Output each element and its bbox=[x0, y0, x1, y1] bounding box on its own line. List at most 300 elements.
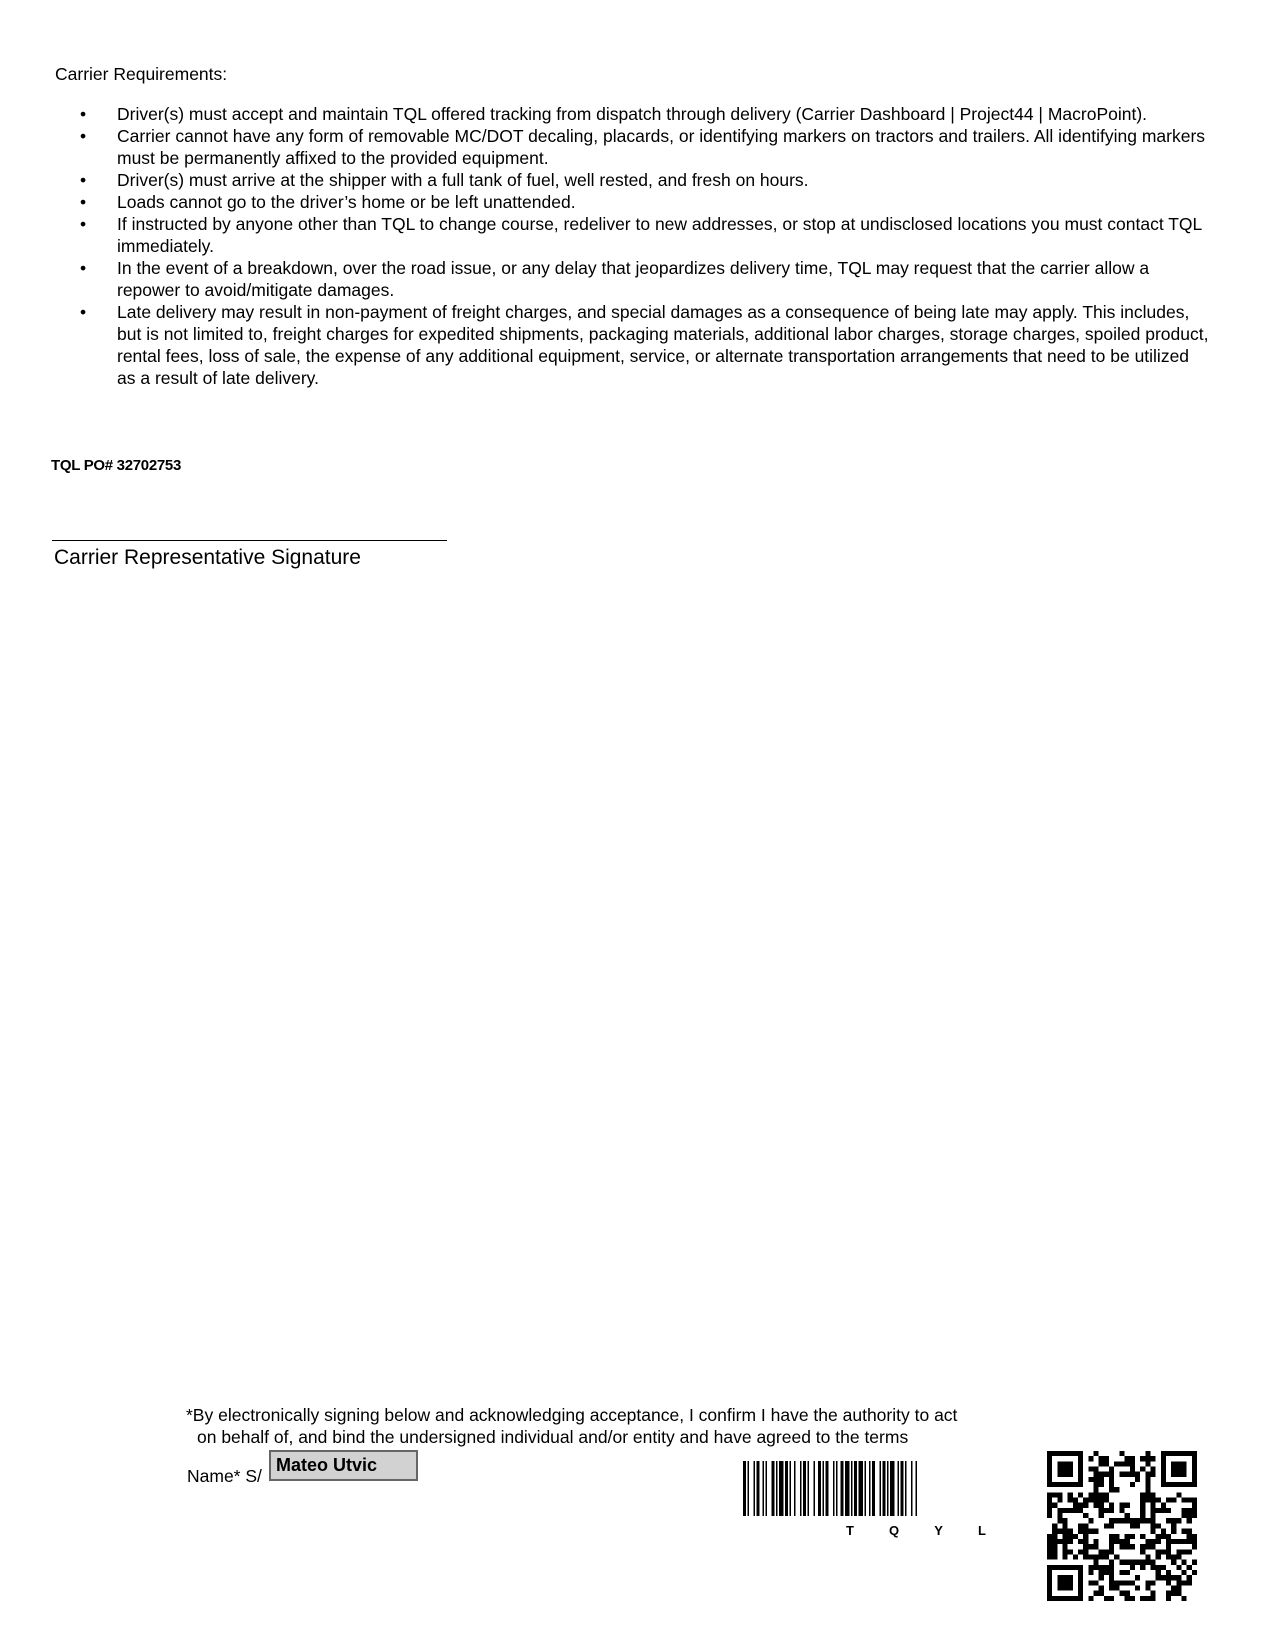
signature-line[interactable] bbox=[52, 540, 447, 541]
qr-module bbox=[1104, 1498, 1109, 1503]
qr-module bbox=[1094, 1467, 1099, 1472]
qr-module bbox=[1135, 1523, 1140, 1528]
qr-module bbox=[1109, 1560, 1114, 1565]
qr-module bbox=[1171, 1482, 1176, 1487]
qr-module bbox=[1187, 1513, 1192, 1518]
requirement-item bbox=[80, 213, 1210, 257]
qr-module bbox=[1192, 1513, 1197, 1518]
qr-module bbox=[1047, 1456, 1052, 1461]
qr-module bbox=[1088, 1456, 1093, 1461]
requirement-text: Carrier cannot have any form of removable MC/DOT decaling, placards, or identifying markers on tractors and trailers. All identifying markers must be permanently affixed to the provided equipment. bbox=[117, 126, 1206, 168]
qr-module bbox=[1181, 1467, 1186, 1472]
qr-module bbox=[1192, 1503, 1197, 1508]
requirement-item bbox=[80, 169, 1210, 191]
barcode-bar bbox=[814, 1461, 816, 1516]
qr-module bbox=[1063, 1523, 1068, 1528]
qr-module bbox=[1099, 1575, 1104, 1580]
qr-module bbox=[1052, 1544, 1057, 1549]
barcode-bar bbox=[880, 1461, 882, 1516]
qr-module bbox=[1192, 1472, 1197, 1477]
requirement-item bbox=[80, 191, 1210, 213]
qr-module bbox=[1109, 1472, 1114, 1477]
barcode-bar bbox=[836, 1461, 838, 1516]
barcode-bar bbox=[887, 1461, 889, 1516]
qr-module bbox=[1119, 1591, 1124, 1596]
qr-module bbox=[1192, 1560, 1197, 1565]
qr-module bbox=[1181, 1529, 1186, 1534]
barcode-char: T bbox=[846, 1523, 854, 1538]
requirement-item bbox=[80, 125, 1210, 169]
qr-module bbox=[1047, 1591, 1052, 1596]
qr-module bbox=[1176, 1482, 1181, 1487]
qr-module bbox=[1109, 1596, 1114, 1601]
qr-module bbox=[1161, 1575, 1166, 1580]
qr-module bbox=[1181, 1580, 1186, 1585]
qr-module bbox=[1109, 1487, 1114, 1492]
qr-module bbox=[1109, 1575, 1114, 1580]
qr-module bbox=[1150, 1508, 1155, 1513]
qr-module bbox=[1109, 1580, 1114, 1585]
qr-module bbox=[1125, 1456, 1130, 1461]
qr-module bbox=[1094, 1503, 1099, 1508]
qr-module bbox=[1150, 1456, 1155, 1461]
qr-module bbox=[1145, 1487, 1150, 1492]
barcode-bar bbox=[854, 1461, 857, 1516]
qr-module bbox=[1130, 1580, 1135, 1585]
barcode-bar bbox=[794, 1461, 796, 1516]
qr-module bbox=[1166, 1544, 1171, 1549]
qr-module bbox=[1150, 1472, 1155, 1477]
qr-module bbox=[1145, 1498, 1150, 1503]
qr-module bbox=[1047, 1534, 1052, 1539]
qr-module bbox=[1125, 1518, 1130, 1523]
qr-module bbox=[1057, 1529, 1062, 1534]
qr-module bbox=[1181, 1539, 1186, 1544]
barcode-bar bbox=[743, 1461, 746, 1516]
consent-line: *By electronically signing below and acknowledging acceptance, I confirm I have the authority to act bbox=[186, 1405, 958, 1425]
barcode-bar bbox=[869, 1461, 871, 1516]
qr-module bbox=[1109, 1508, 1114, 1513]
qr-module bbox=[1083, 1498, 1088, 1503]
qr-module bbox=[1161, 1549, 1166, 1554]
qr-module bbox=[1099, 1477, 1104, 1482]
qr-module bbox=[1156, 1575, 1161, 1580]
qr-code-icon bbox=[1047, 1451, 1197, 1601]
qr-module bbox=[1063, 1508, 1068, 1513]
qr-module bbox=[1135, 1518, 1140, 1523]
qr-module bbox=[1192, 1508, 1197, 1513]
qr-module bbox=[1130, 1523, 1135, 1528]
qr-module bbox=[1088, 1580, 1093, 1585]
bullet-icon: • bbox=[80, 126, 87, 146]
qr-module bbox=[1114, 1487, 1119, 1492]
qr-module bbox=[1156, 1508, 1161, 1513]
qr-module bbox=[1166, 1570, 1171, 1575]
qr-module bbox=[1171, 1518, 1176, 1523]
barcode-bar bbox=[790, 1461, 792, 1516]
qr-module bbox=[1063, 1467, 1068, 1472]
qr-module bbox=[1181, 1596, 1186, 1601]
qr-module bbox=[1047, 1472, 1052, 1477]
qr-module bbox=[1094, 1487, 1099, 1492]
qr-module bbox=[1166, 1549, 1171, 1554]
qr-module bbox=[1094, 1498, 1099, 1503]
qr-module bbox=[1057, 1492, 1062, 1497]
qr-module bbox=[1094, 1591, 1099, 1596]
qr-module bbox=[1166, 1482, 1171, 1487]
qr-module bbox=[1135, 1477, 1140, 1482]
qr-module bbox=[1150, 1596, 1155, 1601]
qr-module bbox=[1140, 1560, 1145, 1565]
barcode-bar bbox=[763, 1461, 765, 1516]
qr-module bbox=[1181, 1513, 1186, 1518]
qr-module bbox=[1192, 1498, 1197, 1503]
qr-module bbox=[1187, 1451, 1192, 1456]
qr-module bbox=[1083, 1529, 1088, 1534]
qr-module bbox=[1068, 1534, 1073, 1539]
qr-module bbox=[1181, 1560, 1186, 1565]
qr-module bbox=[1068, 1472, 1073, 1477]
qr-module bbox=[1114, 1534, 1119, 1539]
qr-module bbox=[1078, 1570, 1083, 1575]
qr-module bbox=[1171, 1554, 1176, 1559]
barcode-bar bbox=[898, 1461, 900, 1516]
qr-module bbox=[1047, 1492, 1052, 1497]
qr-module bbox=[1068, 1596, 1073, 1601]
qr-module bbox=[1181, 1451, 1186, 1456]
barcode-char: L bbox=[978, 1523, 986, 1538]
qr-module bbox=[1161, 1461, 1166, 1466]
qr-module bbox=[1166, 1518, 1171, 1523]
requirement-text: Loads cannot go to the driver’s home or be left unattended. bbox=[117, 192, 576, 212]
qr-module bbox=[1088, 1565, 1093, 1570]
qr-module bbox=[1176, 1565, 1181, 1570]
bullet-icon: • bbox=[80, 170, 87, 190]
qr-module bbox=[1130, 1560, 1135, 1565]
qr-module bbox=[1145, 1539, 1150, 1544]
qr-module bbox=[1150, 1529, 1155, 1534]
qr-module bbox=[1166, 1591, 1171, 1596]
qr-module bbox=[1145, 1472, 1150, 1477]
qr-module bbox=[1176, 1554, 1181, 1559]
qr-module bbox=[1130, 1565, 1135, 1570]
qr-module bbox=[1109, 1570, 1114, 1575]
qr-module bbox=[1125, 1534, 1130, 1539]
qr-module bbox=[1047, 1467, 1052, 1472]
qr-module bbox=[1088, 1498, 1093, 1503]
qr-module bbox=[1047, 1549, 1052, 1554]
qr-module bbox=[1145, 1477, 1150, 1482]
qr-module bbox=[1135, 1560, 1140, 1565]
qr-module bbox=[1145, 1492, 1150, 1497]
qr-module bbox=[1094, 1477, 1099, 1482]
qr-module bbox=[1068, 1508, 1073, 1513]
qr-module bbox=[1047, 1585, 1052, 1590]
qr-module bbox=[1063, 1544, 1068, 1549]
qr-module bbox=[1171, 1467, 1176, 1472]
qr-module bbox=[1052, 1503, 1057, 1508]
qr-module bbox=[1161, 1482, 1166, 1487]
qr-module bbox=[1119, 1508, 1124, 1513]
qr-module bbox=[1119, 1544, 1124, 1549]
barcode-bar bbox=[803, 1461, 806, 1516]
qr-module bbox=[1109, 1534, 1114, 1539]
qr-module bbox=[1119, 1451, 1124, 1456]
bullet-icon: • bbox=[80, 214, 87, 234]
barcode-bar bbox=[872, 1461, 875, 1516]
qr-module bbox=[1161, 1472, 1166, 1477]
qr-module bbox=[1130, 1596, 1135, 1601]
qr-module bbox=[1057, 1565, 1062, 1570]
barcode-icon bbox=[743, 1461, 1026, 1523]
qr-module bbox=[1099, 1554, 1104, 1559]
qr-module bbox=[1140, 1596, 1145, 1601]
qr-module bbox=[1130, 1534, 1135, 1539]
qr-module bbox=[1047, 1565, 1052, 1570]
qr-module bbox=[1176, 1585, 1181, 1590]
barcode-bar bbox=[859, 1461, 864, 1516]
qr-module bbox=[1068, 1575, 1073, 1580]
qr-module bbox=[1068, 1492, 1073, 1497]
qr-module bbox=[1088, 1529, 1093, 1534]
qr-module bbox=[1150, 1492, 1155, 1497]
barcode-bar bbox=[826, 1461, 829, 1516]
qr-module bbox=[1109, 1518, 1114, 1523]
qr-module bbox=[1052, 1565, 1057, 1570]
bullet-icon: • bbox=[80, 302, 87, 322]
qr-module bbox=[1192, 1456, 1197, 1461]
qr-module bbox=[1052, 1534, 1057, 1539]
qr-module bbox=[1104, 1492, 1109, 1497]
qr-module bbox=[1052, 1596, 1057, 1601]
qr-module bbox=[1057, 1472, 1062, 1477]
qr-module bbox=[1140, 1456, 1145, 1461]
qr-module bbox=[1150, 1467, 1155, 1472]
qr-module bbox=[1109, 1482, 1114, 1487]
qr-module bbox=[1088, 1554, 1093, 1559]
qr-module bbox=[1063, 1451, 1068, 1456]
qr-module bbox=[1052, 1529, 1057, 1534]
qr-module bbox=[1078, 1467, 1083, 1472]
qr-module bbox=[1135, 1585, 1140, 1590]
qr-module bbox=[1176, 1518, 1181, 1523]
qr-module bbox=[1078, 1482, 1083, 1487]
qr-module bbox=[1114, 1554, 1119, 1559]
qr-module bbox=[1187, 1549, 1192, 1554]
qr-module bbox=[1063, 1518, 1068, 1523]
qr-module bbox=[1057, 1482, 1062, 1487]
qr-module bbox=[1181, 1461, 1186, 1466]
qr-module bbox=[1078, 1539, 1083, 1544]
qr-module bbox=[1052, 1549, 1057, 1554]
qr-module bbox=[1145, 1596, 1150, 1601]
qr-module bbox=[1078, 1477, 1083, 1482]
qr-module bbox=[1109, 1523, 1114, 1528]
qr-module bbox=[1078, 1529, 1083, 1534]
qr-module bbox=[1094, 1580, 1099, 1585]
qr-module bbox=[1166, 1554, 1171, 1559]
qr-module bbox=[1187, 1580, 1192, 1585]
qr-module bbox=[1088, 1477, 1093, 1482]
qr-module bbox=[1088, 1596, 1093, 1601]
barcode-bar bbox=[808, 1461, 810, 1516]
requirement-item bbox=[80, 257, 1210, 301]
barcode-bar bbox=[779, 1461, 784, 1516]
qr-module bbox=[1140, 1565, 1145, 1570]
qr-module bbox=[1068, 1539, 1073, 1544]
qr-module bbox=[1181, 1498, 1186, 1503]
barcode-bar bbox=[883, 1461, 886, 1516]
qr-module bbox=[1068, 1467, 1073, 1472]
qr-module bbox=[1192, 1534, 1197, 1539]
bullet-icon: • bbox=[80, 192, 87, 212]
qr-module bbox=[1150, 1513, 1155, 1518]
qr-module bbox=[1094, 1482, 1099, 1487]
qr-module bbox=[1047, 1503, 1052, 1508]
qr-module bbox=[1083, 1544, 1088, 1549]
qr-module bbox=[1104, 1565, 1109, 1570]
qr-module bbox=[1176, 1461, 1181, 1466]
qr-module bbox=[1181, 1549, 1186, 1554]
qr-module bbox=[1104, 1523, 1109, 1528]
qr-module bbox=[1078, 1523, 1083, 1528]
qr-module bbox=[1125, 1503, 1130, 1508]
qr-module bbox=[1161, 1565, 1166, 1570]
qr-module bbox=[1156, 1539, 1161, 1544]
qr-module bbox=[1068, 1580, 1073, 1585]
barcode-bar bbox=[833, 1461, 835, 1516]
qr-module bbox=[1073, 1534, 1078, 1539]
qr-module bbox=[1109, 1544, 1114, 1549]
qr-module bbox=[1140, 1508, 1145, 1513]
qr-module bbox=[1094, 1529, 1099, 1534]
qr-module bbox=[1181, 1508, 1186, 1513]
name-signature-field[interactable]: Mateo Utvic bbox=[269, 1450, 418, 1481]
qr-module bbox=[1171, 1498, 1176, 1503]
qr-module bbox=[1088, 1570, 1093, 1575]
barcode-bar bbox=[766, 1461, 768, 1516]
qr-module bbox=[1047, 1451, 1052, 1456]
qr-module bbox=[1078, 1508, 1083, 1513]
qr-module bbox=[1073, 1482, 1078, 1487]
qr-module bbox=[1125, 1596, 1130, 1601]
qr-module bbox=[1073, 1554, 1078, 1559]
qr-module bbox=[1109, 1467, 1114, 1472]
qr-module bbox=[1073, 1451, 1078, 1456]
qr-module bbox=[1171, 1560, 1176, 1565]
qr-module bbox=[1083, 1513, 1088, 1518]
qr-module bbox=[1078, 1492, 1083, 1497]
qr-module bbox=[1078, 1549, 1083, 1554]
qr-module bbox=[1047, 1513, 1052, 1518]
barcode-bar bbox=[754, 1461, 756, 1516]
qr-module bbox=[1104, 1508, 1109, 1513]
barcode bbox=[743, 1461, 1026, 1549]
barcode-bar bbox=[865, 1461, 867, 1516]
qr-module bbox=[1057, 1575, 1062, 1580]
qr-module bbox=[1187, 1565, 1192, 1570]
qr-module bbox=[1192, 1467, 1197, 1472]
po-number: TQL PO# 32702753 bbox=[51, 457, 182, 474]
barcode-char: Q bbox=[889, 1523, 900, 1538]
qr-module bbox=[1078, 1565, 1083, 1570]
qr-module bbox=[1150, 1580, 1155, 1585]
qr-module bbox=[1083, 1534, 1088, 1539]
qr-module bbox=[1104, 1596, 1109, 1601]
qr-module bbox=[1135, 1472, 1140, 1477]
qr-module bbox=[1119, 1570, 1124, 1575]
qr-module bbox=[1063, 1539, 1068, 1544]
qr-module bbox=[1125, 1544, 1130, 1549]
qr-module bbox=[1119, 1518, 1124, 1523]
qr-module bbox=[1140, 1467, 1145, 1472]
qr-module bbox=[1047, 1544, 1052, 1549]
qr-module bbox=[1047, 1554, 1052, 1559]
barcode-bar bbox=[800, 1461, 802, 1516]
qr-module bbox=[1068, 1565, 1073, 1570]
qr-module bbox=[1130, 1544, 1135, 1549]
qr-module bbox=[1083, 1549, 1088, 1554]
qr-module bbox=[1156, 1570, 1161, 1575]
qr-module bbox=[1130, 1518, 1135, 1523]
qr-module bbox=[1099, 1591, 1104, 1596]
qr-module bbox=[1145, 1451, 1150, 1456]
qr-module bbox=[1161, 1534, 1166, 1539]
qr-module bbox=[1104, 1570, 1109, 1575]
qr-module bbox=[1125, 1580, 1130, 1585]
qr-module bbox=[1166, 1508, 1171, 1513]
qr-module bbox=[1078, 1575, 1083, 1580]
qr-module bbox=[1119, 1560, 1124, 1565]
qr-module bbox=[1068, 1585, 1073, 1590]
qr-module bbox=[1057, 1508, 1062, 1513]
qr-module bbox=[1171, 1451, 1176, 1456]
requirement-text: If instructed by anyone other than TQL to change course, redeliver to new addresses, or stop at undisclosed locations you must contact TQL immediately. bbox=[117, 214, 1202, 256]
qr-module bbox=[1104, 1472, 1109, 1477]
qr-module bbox=[1057, 1596, 1062, 1601]
qr-module bbox=[1047, 1461, 1052, 1466]
qr-module bbox=[1161, 1503, 1166, 1508]
qr-module bbox=[1176, 1549, 1181, 1554]
qr-module bbox=[1161, 1508, 1166, 1513]
qr-module bbox=[1130, 1456, 1135, 1461]
qr-module bbox=[1119, 1461, 1124, 1466]
qr-module bbox=[1125, 1591, 1130, 1596]
qr-module bbox=[1171, 1472, 1176, 1477]
qr-module bbox=[1094, 1539, 1099, 1544]
qr-module bbox=[1099, 1498, 1104, 1503]
qr-module bbox=[1150, 1503, 1155, 1508]
qr-module bbox=[1130, 1482, 1135, 1487]
qr-module bbox=[1187, 1534, 1192, 1539]
qr-module bbox=[1094, 1451, 1099, 1456]
qr-module bbox=[1104, 1456, 1109, 1461]
qr-module bbox=[1171, 1585, 1176, 1590]
qr-module bbox=[1094, 1560, 1099, 1565]
qr-module bbox=[1099, 1585, 1104, 1590]
qr-module bbox=[1150, 1544, 1155, 1549]
qr-module bbox=[1119, 1472, 1124, 1477]
qr-module bbox=[1150, 1539, 1155, 1544]
barcode-bar bbox=[901, 1461, 904, 1516]
qr-module bbox=[1150, 1560, 1155, 1565]
qr-module bbox=[1187, 1482, 1192, 1487]
qr-module bbox=[1078, 1591, 1083, 1596]
qr-module bbox=[1125, 1461, 1130, 1466]
qr-module bbox=[1078, 1585, 1083, 1590]
qr-module bbox=[1068, 1451, 1073, 1456]
requirement-text: Driver(s) must arrive at the shipper with a full tank of fuel, well rested, and fresh on hours. bbox=[117, 170, 809, 190]
